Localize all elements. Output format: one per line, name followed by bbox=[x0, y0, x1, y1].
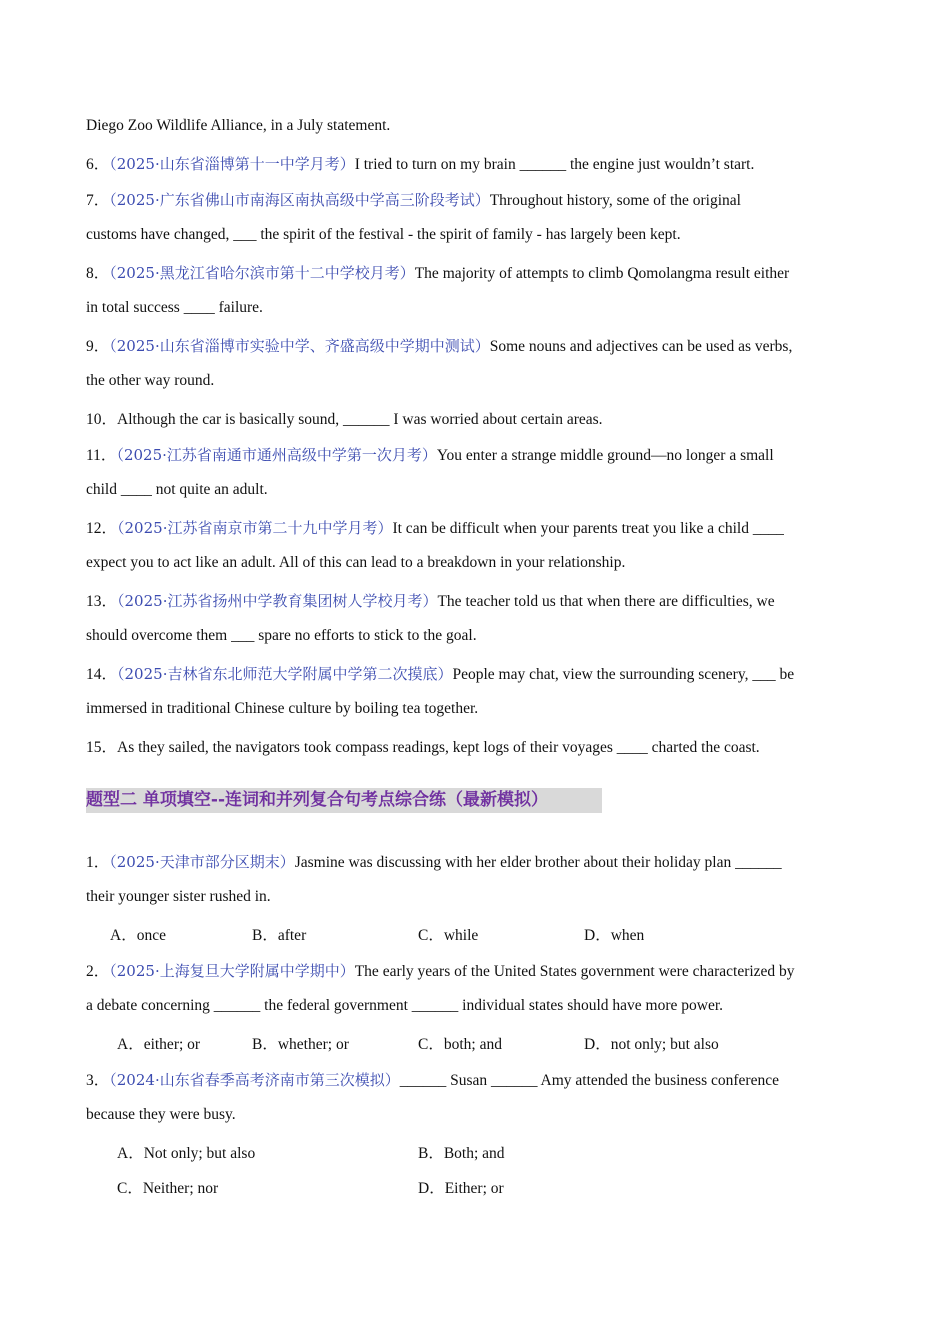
question-number: 9． bbox=[86, 338, 110, 355]
question-source: （2025·山东省淄博第十一中学月考） bbox=[109, 155, 355, 173]
question-9 bbox=[86, 334, 792, 356]
question-source: （2025·广东省佛山市南海区南执高级中学高三阶段考试） bbox=[109, 191, 490, 209]
question-11-continued: child ____ not quite an adult. bbox=[86, 481, 268, 498]
question-number: 1． bbox=[86, 854, 110, 871]
question-15 bbox=[86, 735, 760, 757]
option-c: C．while bbox=[418, 927, 479, 944]
question-number: 2． bbox=[86, 963, 110, 980]
option-b: B．Both; and bbox=[418, 1145, 505, 1162]
question-text: The teacher told us that when there are difficulties, we bbox=[437, 593, 775, 610]
mc-question-3 bbox=[86, 1068, 779, 1090]
question-number: 11． bbox=[86, 447, 117, 464]
question-11 bbox=[86, 443, 774, 465]
question-number: 13． bbox=[86, 593, 118, 610]
question-source: （2025·江苏省扬州中学教育集团树人学校月考） bbox=[117, 592, 438, 610]
question-number: 3． bbox=[86, 1072, 110, 1089]
question-text: It can be difficult when your parents treat you like a child ____ bbox=[392, 520, 784, 537]
question-number: 14． bbox=[86, 666, 118, 683]
question-number: 15． bbox=[86, 739, 118, 756]
question-number: 10． bbox=[86, 411, 118, 428]
option-a: A．Not only; but also bbox=[117, 1145, 256, 1162]
question-10 bbox=[86, 407, 603, 429]
question-12-continued: expect you to act like an adult. All of this can lead to a breakdown in your relationship. bbox=[86, 554, 626, 571]
question-source: （2025·吉林省东北师范大学附属中学第二次摸底） bbox=[117, 665, 453, 683]
question-number: 6． bbox=[86, 156, 110, 173]
continuation-text: Diego Zoo Wildlife Alliance, in a July statement. bbox=[86, 117, 391, 134]
question-source: （2025·山东省淄博市实验中学、齐盛高级中学期中测试） bbox=[109, 337, 490, 355]
option-b: B．after bbox=[252, 927, 307, 944]
question-13 bbox=[86, 589, 775, 611]
question-14-continued: immersed in traditional Chinese culture by boiling tea together. bbox=[86, 700, 479, 717]
question-source: （2024·山东省春季高考济南市第三次模拟） bbox=[109, 1071, 400, 1089]
question-12 bbox=[86, 516, 784, 538]
option-d: D．when bbox=[584, 927, 645, 944]
question-source: （2025·江苏省南通市通州高级中学第一次月考） bbox=[116, 446, 437, 464]
question-text: I tried to turn on my brain ______ the engine just wouldn’t start. bbox=[354, 156, 755, 173]
question-8 bbox=[86, 261, 789, 283]
question-text: People may chat, view the surrounding scenery, ___ be bbox=[452, 666, 795, 683]
mc-question-3-continued: because they were busy. bbox=[86, 1106, 236, 1123]
question-source: （2025·黑龙江省哈尔滨市第十二中学校月考） bbox=[109, 264, 415, 282]
question-text: The early years of the United States government were characterized by bbox=[354, 963, 795, 980]
question-text: Jasmine was discussing with her elder brother about their holiday plan ______ bbox=[294, 854, 782, 871]
question-13-continued: should overcome them ___ spare no efforts to stick to the goal. bbox=[86, 627, 477, 644]
question-number: 7． bbox=[86, 192, 110, 209]
question-7 bbox=[86, 188, 741, 210]
question-text: Throughout history, some of the original bbox=[489, 192, 741, 209]
question-text: The majority of attempts to climb Qomolangma result either bbox=[414, 265, 790, 282]
option-d: D．Either; or bbox=[418, 1180, 504, 1197]
question-number: 8． bbox=[86, 265, 110, 282]
question-source: （2025·天津市部分区期末） bbox=[109, 853, 295, 871]
question-source: （2025·江苏省南京市第二十九中学月考） bbox=[117, 519, 393, 537]
question-text: ______ Susan ______ Amy attended the business conference bbox=[399, 1072, 779, 1089]
option-b: B．whether; or bbox=[252, 1036, 349, 1053]
question-9-continued: the other way round. bbox=[86, 372, 215, 389]
option-c: C．Neither; nor bbox=[117, 1180, 219, 1197]
question-number: 12． bbox=[86, 520, 118, 537]
section-heading: 题型二 单项填空--连词和并列复合句考点综合练（最新模拟） bbox=[86, 788, 602, 813]
question-8-continued: in total success ____ failure. bbox=[86, 299, 263, 316]
mc-question-2 bbox=[86, 959, 795, 981]
question-source: （2025·上海复旦大学附属中学期中） bbox=[109, 962, 355, 980]
question-text: Although the car is basically sound, ______ I was worried about certain areas. bbox=[117, 411, 603, 428]
mc-question-1 bbox=[86, 850, 782, 872]
question-text: Some nouns and adjectives can be used as verbs, bbox=[489, 338, 793, 355]
question-text: As they sailed, the navigators took compass readings, kept logs of their voyages ____ charted the coast. bbox=[117, 739, 760, 756]
question-text: You enter a strange middle ground—no longer a small bbox=[436, 447, 774, 464]
mc-question-2-continued: a debate concerning ______ the federal government ______ individual states should have more power. bbox=[86, 997, 724, 1014]
question-7-continued: customs have changed, ___ the spirit of the festival - the spirit of family - has largely been kept. bbox=[86, 226, 681, 243]
option-d: D．not only; but also bbox=[584, 1036, 719, 1053]
question-14 bbox=[86, 662, 794, 684]
question-6 bbox=[86, 152, 754, 174]
option-c: C．both; and bbox=[418, 1036, 502, 1053]
option-a: A．either; or bbox=[117, 1036, 201, 1053]
option-a: A．once bbox=[110, 927, 166, 944]
mc-question-1-continued: their younger sister rushed in. bbox=[86, 888, 271, 905]
